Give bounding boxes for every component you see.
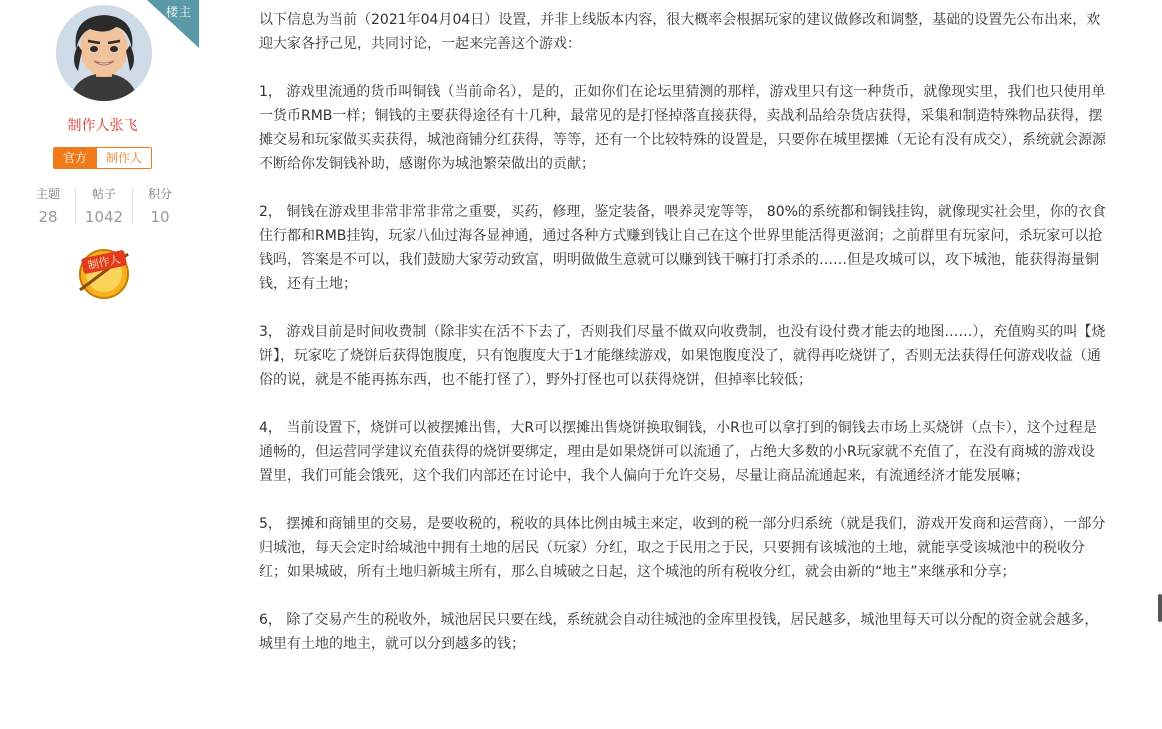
post-paragraph-6: 6， 除了交易产生的税收外，城池居民只要在线，系统就会自动往城池的金库里投钱，居民越多，城池里每天可以分配的资金就会越多，城里有土地的地主，就可以分到越多的钱； <box>259 612 1099 652</box>
stat-posts-label: 帖子 <box>91 187 116 201</box>
stat-credits[interactable] <box>134 186 186 228</box>
stat-topics[interactable] <box>22 186 74 228</box>
post-paragraph-2: 2， 铜钱在游戏里非常非常非常之重要，买药，修理，鉴定装备，喂养灵宠等等， 80%的系统都和铜钱挂钩，就像现实社会里，你的衣食住行都和RMB挂钩，玩家八仙过海各显神通，通过各种方式赚到钱让自己在这个世界里能活得更滋润；之前群里有玩家问，杀玩家可以抢钱吗，答案是不可以，我们鼓励大家劳动致富，明明做做生意就可以赚到钱干嘛打打杀杀的……但是攻城可以，攻下城池，能获得海量铜钱，还有土地； <box>259 204 1106 292</box>
avatar[interactable] <box>56 5 152 101</box>
stat-credits-label: 积分 <box>147 187 172 201</box>
post-paragraph-5: 5， 摆摊和商铺里的交易，是要收税的，税收的具体比例由城主来定，收到的税一部分归系统（就是我们，游戏开发商和运营商），一部分归城池，每天会定时给城池中拥有土地的居民（玩家）分红，取之于民用之于民，只要拥有该城池的土地，就能享受该城池中的税收分红；如果城破，所有土地归新城主所有，那么自城破之日起，这个城池的所有税收分红，就会由新的“地主”来继承和分享； <box>259 516 1106 580</box>
stat-credits-value: 10 <box>150 208 170 226</box>
post-content <box>259 8 1107 680</box>
author-stats <box>22 186 182 226</box>
medal-text: 制作人 <box>86 252 122 273</box>
author-badges <box>0 147 205 169</box>
post-paragraph-1: 1， 游戏里流通的货币叫铜钱（当前命名），是的，正如你们在论坛里猜测的那样，游戏里只有这一种货币，就像现实里，我们也只使用单一货币RMB一样；铜钱的主要获得途径有十几种，最常见的是打怪掉落直接获得，卖战利品给杂货店获得，采集和制造特殊物品获得，摆摊交易和玩家做买卖获得，城池商铺分红获得，等等，还有一个比较特殊的设置是，只要你在城里摆摊（无论有没有成交），系统就会源源不断给你发铜钱补助，感谢你为城池繁荣做出的贡献； <box>259 84 1106 172</box>
stat-posts-value: 1042 <box>84 208 124 226</box>
avatar-image <box>56 5 152 101</box>
scrollbar-thumb[interactable] <box>1158 594 1162 622</box>
post-paragraph-intro: 以下信息为当前（2021年04月04日）设置，并非上线版本内容，很大概率会根据玩家的建议做修改和调整，基础的设置先公布出来，欢迎大家各抒己见，共同讨论，一起来完善这个游戏： <box>259 12 1101 52</box>
floor-owner-label: 楼主 <box>166 5 193 19</box>
stat-topics-value: 28 <box>38 208 58 226</box>
producer-badge: 制作人 <box>97 147 152 169</box>
stat-posts[interactable] <box>78 186 130 228</box>
stat-divider <box>75 188 76 224</box>
producer-medal-icon[interactable] <box>72 240 136 304</box>
post-paragraph-3: 3， 游戏目前是时间收费制（除非实在活不下去了，否则我们尽量不做双向收费制，也没有设付费才能去的地图……），充值购买的叫【烧饼】，玩家吃了烧饼后获得饱腹度，只有饱腹度大于1才能继续游戏，如果饱腹度没了，就得再吃烧饼了，否则无法获得任何游戏收益（通俗的说，就是不能再拣东西，也不能打怪了），野外打怪也可以获得烧饼，但掉率比较低； <box>259 324 1106 388</box>
official-badge: 官方 <box>53 147 97 169</box>
author-name[interactable]: 制作人张飞 <box>67 118 138 134</box>
stat-topics-label: 主题 <box>35 187 60 201</box>
author-sidebar <box>0 0 205 729</box>
stat-divider <box>132 188 133 224</box>
post-paragraph-4: 4， 当前设置下，烧饼可以被摆摊出售，大R可以摆摊出售烧饼换取铜钱，小R也可以拿打到的铜钱去市场上买烧饼（点卡），这个过程是通畅的，但运营同学建议充值获得的烧饼要绑定，理由是如果烧饼可以流通了，占绝大多数的小R玩家就不充值了，在没有商城的游戏设置里，我们可能会饿死，这个我们内部还在讨论中，我个人偏向于允许交易，尽量让商品流通起来，有流通经济才能发展嘛； <box>259 420 1097 484</box>
